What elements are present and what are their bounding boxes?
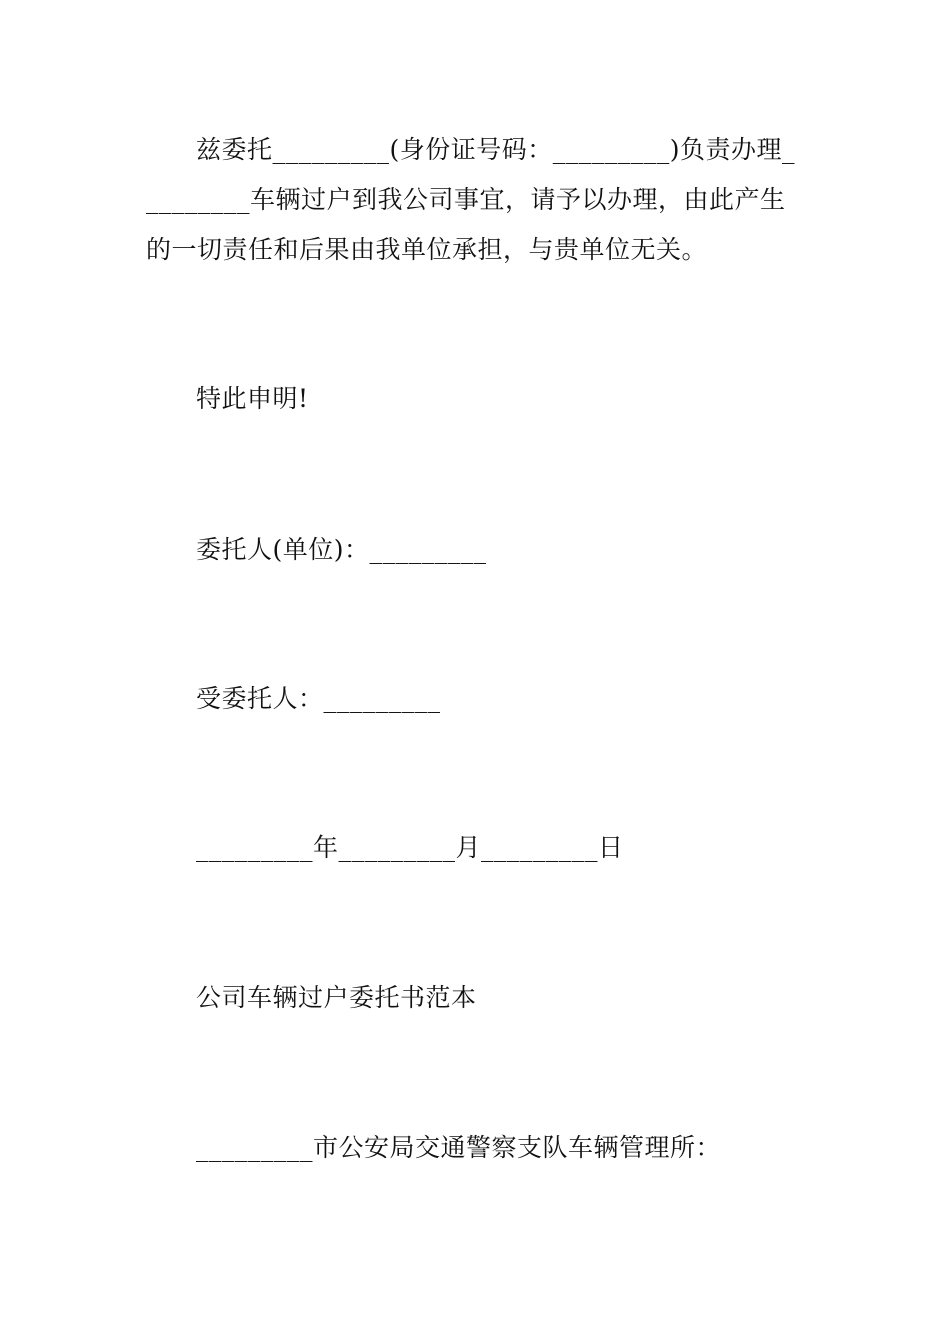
paragraph-line-3: 的一切责任和后果由我单位承担，与贵单位无关。 xyxy=(146,235,708,264)
addressee-line: _________市公安局交通警察支队车辆管理所： xyxy=(196,1133,722,1162)
paragraph-line-2: ________车辆过户到我公司事宜，请予以办理，由此产生 xyxy=(146,185,786,214)
principal-line: 委托人(单位)：_________ xyxy=(196,535,487,564)
date-line: _________年_________月_________日 xyxy=(196,833,624,862)
statement-line: 特此申明! xyxy=(196,384,309,413)
agent-line: 受委托人：_________ xyxy=(196,684,441,713)
document-title: 公司车辆过户委托书范本 xyxy=(196,983,477,1012)
paragraph-line-1: 兹委托_________(身份证号码：_________)负责办理_ xyxy=(196,135,796,164)
